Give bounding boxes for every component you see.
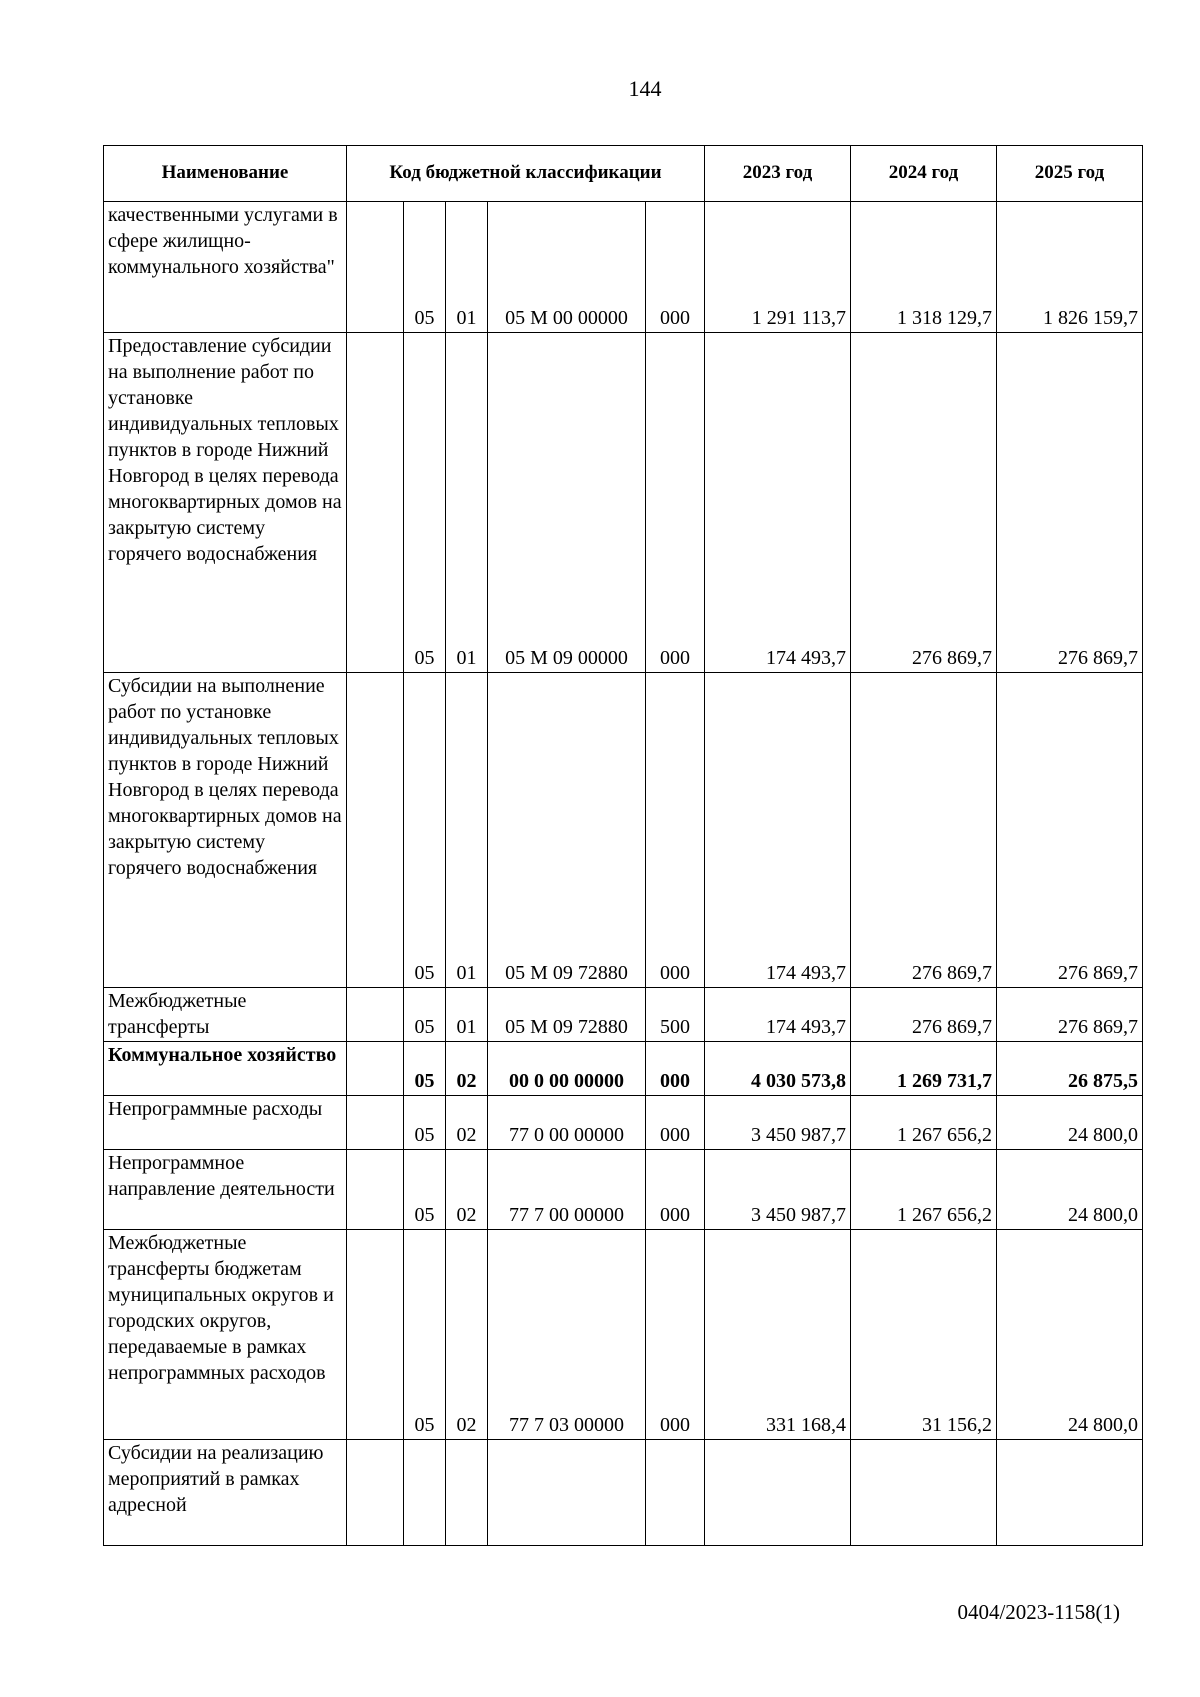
row-value-2025 bbox=[997, 1440, 1143, 1546]
row-code-expense-type: 000 bbox=[646, 202, 705, 333]
row-code-0 bbox=[347, 1042, 404, 1096]
row-code-expense-type: 000 bbox=[646, 1096, 705, 1150]
row-code-section: 05 bbox=[404, 333, 446, 673]
document-id: 0404/2023-1158(1) bbox=[957, 1600, 1120, 1624]
row-value-2024: 31 156,2 bbox=[851, 1230, 997, 1440]
row-value-2023: 174 493,7 bbox=[705, 988, 851, 1042]
row-value-2025: 276 869,7 bbox=[997, 673, 1143, 988]
row-code-0 bbox=[347, 333, 404, 673]
row-name: Непрограммные расходы bbox=[104, 1096, 347, 1150]
row-value-2025: 24 800,0 bbox=[997, 1150, 1143, 1230]
row-code-0 bbox=[347, 202, 404, 333]
row-name: Коммунальное хозяйство bbox=[104, 1042, 347, 1096]
row-value-2025: 1 826 159,7 bbox=[997, 202, 1143, 333]
page-number: 144 bbox=[628, 76, 662, 101]
table-header-row bbox=[104, 146, 1143, 202]
row-code-0 bbox=[347, 988, 404, 1042]
row-name: качественными услугами в сфере жилищно-коммунального хозяйства" bbox=[104, 202, 347, 333]
row-value-2025: 24 800,0 bbox=[997, 1230, 1143, 1440]
row-code-section: 05 bbox=[404, 1096, 446, 1150]
table-row bbox=[104, 988, 1143, 1042]
row-code-target: 77 7 00 00000 bbox=[488, 1150, 646, 1230]
row-value-2023: 174 493,7 bbox=[705, 673, 851, 988]
row-code-section bbox=[404, 1440, 446, 1546]
row-name: Предоставление субсидии на выполнение работ по установке индивидуальных тепловых пунктов в городе Нижний Новгород в целях перевода многоквартирных домов на закрытую систему горячего водоснабжения bbox=[104, 333, 347, 673]
budget-table bbox=[103, 145, 1143, 1546]
row-code-0 bbox=[347, 1150, 404, 1230]
row-code-expense-type: 500 bbox=[646, 988, 705, 1042]
row-code-section: 05 bbox=[404, 1230, 446, 1440]
header-2025: 2025 год bbox=[997, 146, 1143, 202]
row-code-target: 05 М 09 72880 bbox=[488, 988, 646, 1042]
row-code-target: 05 М 09 72880 bbox=[488, 673, 646, 988]
row-value-2023: 1 291 113,7 bbox=[705, 202, 851, 333]
row-value-2024: 1 318 129,7 bbox=[851, 202, 997, 333]
row-value-2025: 24 800,0 bbox=[997, 1096, 1143, 1150]
row-value-2023: 4 030 573,8 bbox=[705, 1042, 851, 1096]
row-code-0 bbox=[347, 1440, 404, 1546]
row-value-2025: 26 875,5 bbox=[997, 1042, 1143, 1096]
row-name: Непрограммное направление деятельности bbox=[104, 1150, 347, 1230]
row-code-section: 05 bbox=[404, 673, 446, 988]
row-value-2024: 1 269 731,7 bbox=[851, 1042, 997, 1096]
row-code-0 bbox=[347, 1096, 404, 1150]
row-value-2023: 3 450 987,7 bbox=[705, 1096, 851, 1150]
row-code-target: 00 0 00 00000 bbox=[488, 1042, 646, 1096]
row-value-2024: 276 869,7 bbox=[851, 673, 997, 988]
row-code-subsection: 01 bbox=[446, 333, 488, 673]
row-code-0 bbox=[347, 673, 404, 988]
row-code-0 bbox=[347, 1230, 404, 1440]
row-code-expense-type: 000 bbox=[646, 1230, 705, 1440]
row-code-section: 05 bbox=[404, 1150, 446, 1230]
row-name: Субсидии на выполнение работ по установке индивидуальных тепловых пунктов в городе Нижний Новгород в целях перевода многоквартирных домов на закрытую систему горячего водоснабжения bbox=[104, 673, 347, 988]
row-value-2023: 3 450 987,7 bbox=[705, 1150, 851, 1230]
table-row bbox=[104, 1042, 1143, 1096]
table-row bbox=[104, 1230, 1143, 1440]
row-code-subsection: 01 bbox=[446, 988, 488, 1042]
row-value-2025: 276 869,7 bbox=[997, 333, 1143, 673]
row-value-2024 bbox=[851, 1440, 997, 1546]
row-name: Субсидии на реализацию мероприятий в рамках адресной bbox=[104, 1440, 347, 1546]
row-code-expense-type: 000 bbox=[646, 333, 705, 673]
header-2024: 2024 год bbox=[851, 146, 997, 202]
header-name: Наименование bbox=[104, 146, 347, 202]
row-value-2024: 276 869,7 bbox=[851, 333, 997, 673]
row-value-2024: 1 267 656,2 bbox=[851, 1150, 997, 1230]
table-row bbox=[104, 333, 1143, 673]
row-value-2025: 276 869,7 bbox=[997, 988, 1143, 1042]
row-code-section: 05 bbox=[404, 988, 446, 1042]
row-code-subsection: 02 bbox=[446, 1230, 488, 1440]
row-value-2024: 1 267 656,2 bbox=[851, 1096, 997, 1150]
table-row bbox=[104, 1150, 1143, 1230]
row-code-target: 77 7 03 00000 bbox=[488, 1230, 646, 1440]
row-code-section: 05 bbox=[404, 202, 446, 333]
table-row bbox=[104, 673, 1143, 988]
row-value-2023 bbox=[705, 1440, 851, 1546]
row-value-2023: 174 493,7 bbox=[705, 333, 851, 673]
row-code-subsection: 02 bbox=[446, 1042, 488, 1096]
row-code-subsection: 02 bbox=[446, 1150, 488, 1230]
row-value-2023: 331 168,4 bbox=[705, 1230, 851, 1440]
row-code-subsection: 01 bbox=[446, 202, 488, 333]
header-code: Код бюджетной классификации bbox=[347, 146, 705, 202]
row-code-subsection bbox=[446, 1440, 488, 1546]
row-value-2024: 276 869,7 bbox=[851, 988, 997, 1042]
table-row bbox=[104, 202, 1143, 333]
row-name: Межбюджетные трансферты bbox=[104, 988, 347, 1042]
row-code-expense-type: 000 bbox=[646, 673, 705, 988]
table-row bbox=[104, 1440, 1143, 1546]
table-row bbox=[104, 1096, 1143, 1150]
row-code-expense-type: 000 bbox=[646, 1042, 705, 1096]
header-2023: 2023 год bbox=[705, 146, 851, 202]
row-code-expense-type bbox=[646, 1440, 705, 1546]
row-code-section: 05 bbox=[404, 1042, 446, 1096]
row-name: Межбюджетные трансферты бюджетам муниципальных округов и городских округов, передаваемые в рамках непрограммных расходов bbox=[104, 1230, 347, 1440]
row-code-target: 05 М 09 00000 bbox=[488, 333, 646, 673]
row-code-subsection: 02 bbox=[446, 1096, 488, 1150]
row-code-target: 77 0 00 00000 bbox=[488, 1096, 646, 1150]
row-code-expense-type: 000 bbox=[646, 1150, 705, 1230]
row-code-target: 05 М 00 00000 bbox=[488, 202, 646, 333]
row-code-subsection: 01 bbox=[446, 673, 488, 988]
row-code-target bbox=[488, 1440, 646, 1546]
